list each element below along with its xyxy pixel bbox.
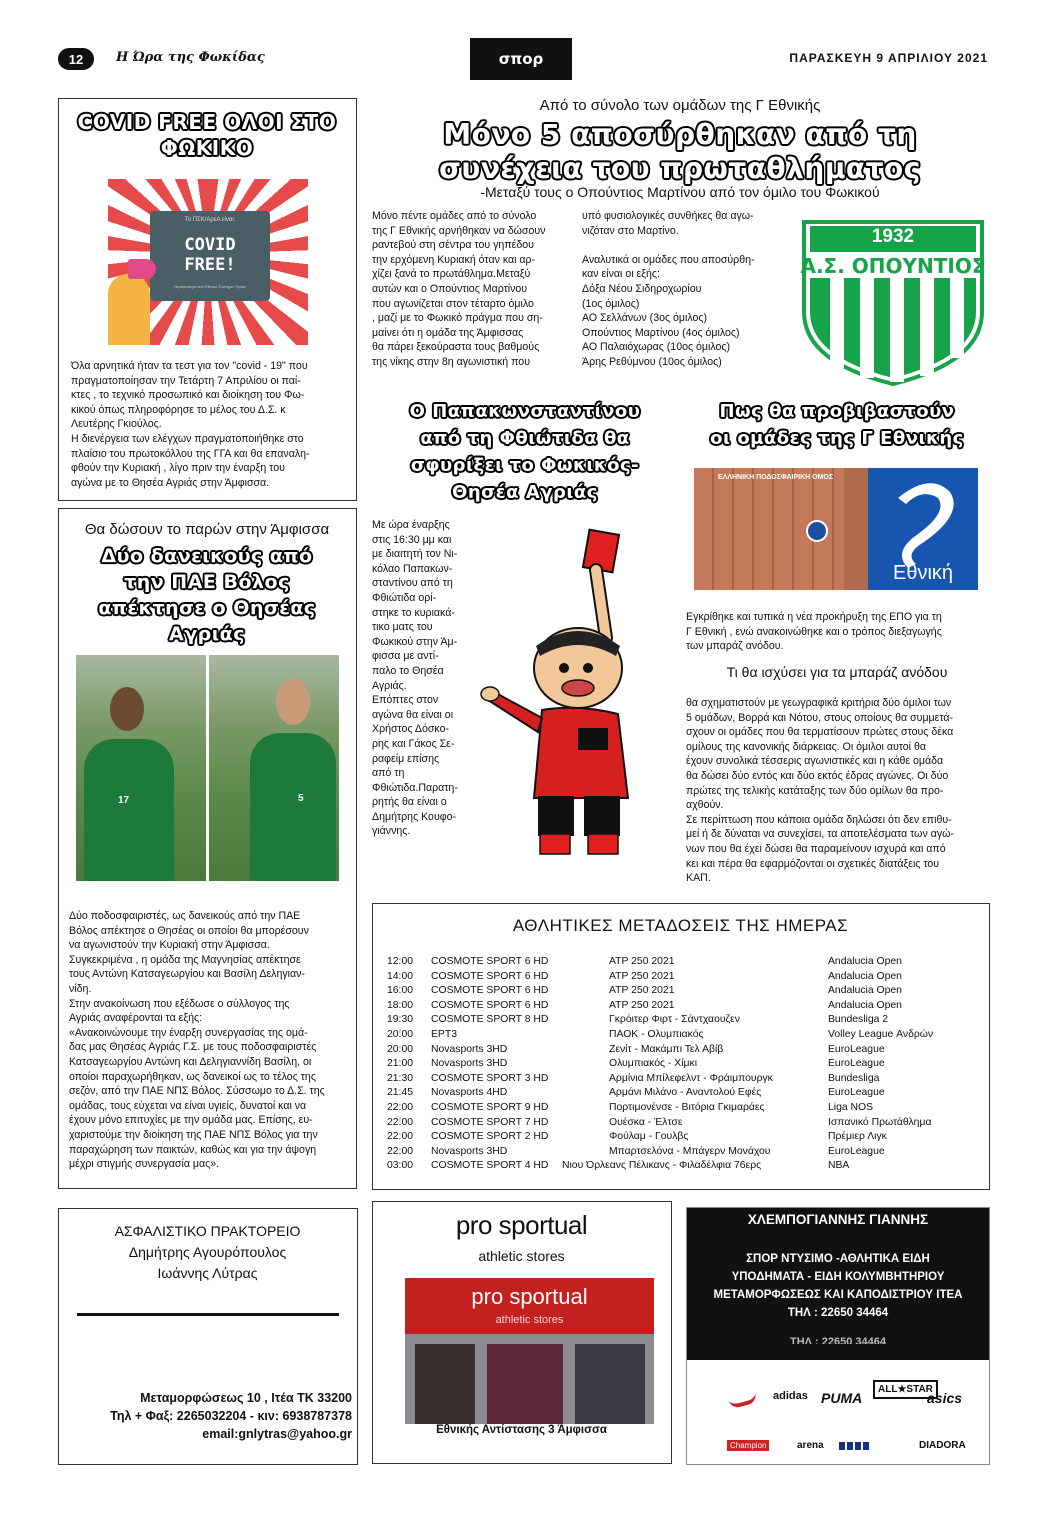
referee-title-line4: Θησέα Αγριάς [452,482,598,503]
row-event: Πορτιμονένσε - Βιτόρια Γκιμαράες [609,1102,765,1113]
row-time: 22:00 [387,1145,414,1157]
row-channel: COSMOTE SPORT 7 HD [431,1116,549,1128]
prosportual-address: Εθνικής Αντίστασης 3 Άμφισσα [436,1424,607,1436]
row-channel: ΕΡΤ3 [431,1029,457,1040]
row-time: 22:00 [387,1102,414,1113]
row-time: 18:00 [387,999,414,1011]
covid-body-line: Όλα αρνητικά ήταν τα τεστ για τον "covid - 19" που [71,360,308,372]
store-door [487,1344,563,1424]
loan-kicker: Θα δώσουν το παρών στην Άμφισσα [84,521,330,538]
loan-body-line: Βόλος απέκτησε ο Θησέας οι οποίοι θα μπορέσουν [69,924,309,937]
main-body-line: ραντεβού στη σέντρα του γηπέδου [372,239,534,252]
table-row [387,1014,977,1029]
promotion-body-line: πρώτες της τελικής κατάταξης των δύο ομίλων θα προ- [686,784,944,797]
row-channel: COSMOTE SPORT 6 HD [431,985,549,997]
epo-building-photo [694,468,978,590]
covid-body-line: κικού όπως πληροφόρησε το μέλος του Δ.Σ. κ [71,403,286,416]
row-channel: COSMOTE SPORT 4 HD [431,1160,549,1172]
store-line3: ΜΕΤΑΜΟΡΦΩΣΕΩΣ ΚΑΙ ΚΑΠΟΔΙΣΤΡΙΟΥ ΙΤΕΑ [713,1289,963,1301]
store-details [687,1250,989,1322]
promotion-body-line: αχθούν. [686,799,724,812]
row-event: ATP 250 2021 [609,999,675,1011]
table-row [387,1131,977,1146]
prosportual-tagline: athletic stores [478,1248,565,1264]
store-phone-ghost: ΤΗΛ : 22650 34464 [789,1336,886,1344]
loan-body-line: Αγριάς αναφέρονται τα εξής: [69,1012,203,1025]
ethniki-logo-panel [868,468,978,590]
loan-title [59,543,355,647]
row-time: 21:00 [387,1058,414,1070]
insurance-line1: ΑΣΦΑΛΙΣΤΙΚΟ ΠΡΑΚΤΟΡΕΙΟ [114,1223,301,1239]
row-channel: Novasports 3HD [431,1058,508,1070]
loan-body-line: Δύο ποδοσφαιριστές, ως δανεικούς από την ΠΑΕ [69,910,301,922]
referee-body-line: ρητής θα είναι ο [372,796,447,809]
nike-swoosh-icon [728,1393,758,1410]
store-name: ΧΛΕΜΠΟΓΙΑΝΝΗΣ ΓΙΑΝΝΗΣ [747,1212,929,1227]
tv-schedule-table [387,956,977,1178]
main-body-line: υπό φυσιολογικές συνθήκες θα αγω- [582,210,754,222]
row-time: 20:00 [387,1043,414,1055]
store-window-left [415,1344,475,1424]
loan-article [58,508,357,1189]
store-sign-tagline: athletic stores [495,1314,564,1326]
referee-body-line: ραφείμ επίσης [372,752,440,765]
row-competition: Andalucia Open [828,999,902,1011]
row-channel: COSMOTE SPORT 6 HD [431,999,549,1011]
row-competition: Andalucia Open [828,970,902,982]
covid-body-line: αγώνα με το Θησέα Αγριάς στην Άμφισσα. [71,476,270,489]
promotion-body-line: 5 ομάδων, Βορρά και Νότου, στους οποίους θα συμμετά- [686,711,954,724]
referee-body-line: σταντίνου από τη [372,577,453,590]
row-event: Φούλαμ - Γουλβς [609,1131,689,1143]
row-competition: Andalucia Open [828,956,902,967]
insurance-contact [69,1389,352,1443]
main-body-line: της νίκης στην 8η αγωνιστική που [372,355,530,368]
referee-body-line: Δημήτρης Κουφο- [372,810,457,823]
players-photo [76,655,339,881]
promotion-lead-line: Εγκρίθηκε και τυπικά η νέα προκήρυξη της ΕΠΟ για τη [686,611,942,623]
main-subtitle: -Μεταξύ τους ο Οπούντιος Μαρτίνου από τον όμιλο του Φωκικού [480,184,880,200]
illustrated-woman [108,274,150,345]
row-channel: COSMOTE SPORT 2 HD [431,1131,549,1143]
loan-body-line: Κατσαγεωργίου Αντώνη και Δεληγιαννίδη Βασίλη, οι [69,1055,312,1068]
referee-body-line: με διαιτητή τον Νι- [372,548,458,561]
covid-body-line: Η διενέργεια των ελέγχων πραγματοποιήθηκε στο [71,432,304,445]
covid-article [58,98,357,501]
referee-title [372,398,678,506]
main-body-line: την ερχόμενη Κυριακή όταν και αρ- [372,253,536,266]
row-event: ATP 250 2021 [609,985,675,997]
main-body-line: Άρης Ρεθύμνου (10ος όμιλος) [582,355,722,368]
main-body-line [582,238,782,253]
row-channel: Novasports 3HD [431,1043,508,1055]
row-competition: Ισπανικό Πρωτάθλημα [828,1116,932,1128]
referee-body-line: τικο ματς του [372,621,433,634]
opountios-club-logo [796,212,990,386]
row-competition: Volley League Ανδρών [828,1029,934,1040]
store-window-right [575,1344,645,1424]
row-channel: COSMOTE SPORT 9 HD [431,1102,549,1113]
row-channel: COSMOTE SPORT 8 HD [431,1014,549,1026]
insurance-email: email:gnlytras@yahoo.gr [202,1427,352,1441]
ad-sports-store [686,1207,990,1465]
main-body-line: Δόξα Νέου Σιδηροχωρίου [582,282,702,295]
row-channel: COSMOTE SPORT 6 HD [431,956,549,967]
promotion-body-line: μεί ή δε δύναται να συνεχίσει, τα αποτελέσματα των αγώ- [686,828,954,841]
referee-body-line: Χρήστος Δόσκο- [372,723,450,736]
row-competition: EuroLeague [828,1145,885,1157]
loan-title-line2: την ΠΑΕ Βόλος [124,571,290,593]
table-row [387,985,977,1000]
insurance-phone: Τηλ + Φαξ: 2265032204 - κιν: 6938787378 [110,1409,352,1423]
referee-title-line3: σφυρίξει το Φωκικός- [410,455,640,476]
main-body-line: καν είναι οι εξής: [582,268,660,281]
epo-emblem [806,520,828,542]
logo-club-name: Α.Σ. ΟΠΟΥΝΤΙΟΣ [800,254,986,278]
prosportual-brand: pro sportual [455,1210,588,1240]
main-body-line: , μαζί με το Φωκικό πράγμα που ση- [372,312,543,325]
referee-body-line: από τη [372,767,405,780]
poster-small-text: Το ΠΣΚ/ΑρεΑ είναι: [184,217,236,223]
covid-title-line2: ΦΩΚΙΚΟ [160,136,254,160]
insurance-heading [59,1221,356,1284]
row-event: Γκρόιτερ Φιρτ - Σάντχαουζεν [609,1014,740,1026]
promotion-body [686,696,988,886]
newspaper-name: Η Ώρα της Φωκίδας [116,50,265,65]
table-row [387,956,977,971]
loan-body-line: ομάδας, τους εύχεται να είναι υγιείς, δυνατοί και να [69,1099,307,1112]
row-event: ATP 250 2021 [609,970,675,982]
main-body-line: Αναλυτικά οι ομάδες που αποσύρθη- [582,253,755,266]
brand-converse: ALL★STAR [873,1380,938,1399]
promotion-body-line: σχουν οι ομάδες που θα τερματίσουν πρώτες στους δέκα [686,726,954,739]
covid-title [59,109,355,161]
row-competition: EuroLeague [828,1058,885,1070]
row-time: 12:00 [387,956,414,967]
row-event: Νιου Όρλεανς Πέλικανς - Φιλαδέλφια 76ερς [562,1160,762,1172]
loan-body-line: να αγωνιστούν την Κυριακή στην Άμφισσα. [69,939,270,952]
main-body-line: νιζόταν στο Μαρτίνο. [582,224,679,237]
photo-divider [206,655,209,881]
loan-body-line: οποίοι παραχωρήθηκαν, ως δανεικοί ως το τέλος της [69,1070,316,1083]
main-body-line: χίζει ξανά το πρωτάθλημα.Μεταξύ [372,268,531,281]
player-left-number: 17 [118,795,130,806]
brand-adidas: adidas [773,1390,808,1402]
poster-footer-text: Περισσότερα στο Εθνικό Σύστημα Υγείας [173,284,247,289]
referee-body-line: κόλαο Παπακων- [372,562,453,575]
row-competition: EuroLeague [828,1087,885,1099]
building-sign-text: ΕΛΛΗΝΙΚΗ ΠΟΔΟΣΦΑΙΡΙΚΗ ΟΜΟΣ [718,474,834,481]
player-right-head [276,679,310,725]
loan-body-line: σεζόν, από την ΠΑΕ ΝΠΣ Βόλος. Σύσσωμο το Δ.Σ. της [69,1085,325,1098]
main-body-line: ΑΟ Σελλάνων (3ος όμιλος) [582,312,708,325]
promotion-body-line: Σε περίπτωση που κάποια ομάδα δηλώσει ότι δεν επιθυ- [686,813,952,826]
row-time: 21:45 [387,1087,414,1099]
brand-diadora: DIADORA [919,1440,966,1451]
row-competition: Andalucia Open [828,985,902,997]
main-body-line: (1ος όμιλος) [582,297,640,310]
store-line1: ΣΠΟΡ ΝΤΥΣΙΜΟ -ΑΘΛΗΤΙΚΑ ΕΙΔΗ [746,1253,930,1265]
promotion-title-line2: οι ομάδες της Γ Εθνικής [710,428,964,449]
ad-insurance [58,1208,358,1465]
main-body-line: που αγωνίζεται στον τέταρτο όμιλο [372,297,534,310]
row-event: Αρμίνια Μπίλεφελντ - Φράιμπουργκ [609,1072,773,1084]
brand-logos-strip [687,1360,989,1464]
row-time: 03:00 [387,1160,414,1172]
referee-body-line: παλο το Θησέα [372,664,444,677]
covid-body [71,359,345,490]
covid-body-line: Λευτέρης Γκιούλος. [71,418,162,431]
tv-schedule [372,903,990,1190]
referee-title-line2: από τη Φθιώτιδα θα [420,428,630,449]
ad-prosportual [372,1201,672,1464]
table-row [387,1117,977,1132]
covid-body-line: πλαίσιο του πρωτοκόλλου της ΓΓΑ και θα επαναλη- [71,447,310,460]
store-line2: ΥΠΟΔΗΜΑΤΑ - ΕΙΔΗ ΚΟΛΥΜΒΗΤΗΡΙΟΥ [731,1271,945,1283]
brand-arena: arena [797,1440,824,1451]
row-channel: Novasports 4HD [431,1087,508,1099]
main-body-col2 [582,209,782,370]
brand-puma: PUMA [821,1390,863,1406]
referee-body-line: φισσα με αντί- [372,650,439,663]
main-title-line2: συνέχεια του πρωταθλήματος [439,152,921,185]
referee-body-line: Φθιώτιδα ορί- [372,591,437,604]
referee-cartoon [478,528,678,858]
covid-body-line: φθούν την Κυριακή , λίγο πριν την έναρξη του [71,462,285,475]
loan-body-line: μέχρι στιγμής συνεργασία μας». [69,1158,220,1171]
row-channel: COSMOTE SPORT 6 HD [431,970,549,982]
insurance-line3: Ιωάννης Λύτρας [157,1265,258,1281]
loan-body [69,909,345,1172]
table-row [387,1000,977,1015]
row-time: 22:00 [387,1131,414,1143]
referee-body-line: Με ώρα έναρξης [372,519,450,531]
main-body-col1 [372,209,568,370]
promotion-title-line1: Πως θα προβιβαστούν [719,401,955,422]
row-time: 21:30 [387,1072,414,1084]
promotion-lead-line: Γ Εθνική , ενώ ανακοινώθηκε και ο τρόπος διεξαγωγής [686,625,942,638]
loan-title-line1: Δύο δανεικούς από [101,545,313,567]
main-body-line: Οπούντιος Μαρτίνου (4ος όμιλος) [582,326,740,339]
covid-free-poster [108,179,308,345]
row-competition: Πρέμιερ Λιγκ [828,1131,887,1143]
row-time: 19:30 [387,1014,414,1026]
row-time: 16:00 [387,985,414,997]
loan-body-line: έχουν μόνο επιτυχίες με την ομάδα μας. Επίσης, ευ- [69,1114,313,1127]
main-title-line1: Μόνο 5 αποσύρθηκαν από τη [443,118,917,151]
loan-body-line: τους Αντώνη Κατσαγεωργίου και Βασίλη Δεληγιαν- [69,968,305,981]
player-left-jersey [84,739,174,881]
player-left-head [110,687,144,731]
row-competition: NBA [828,1160,850,1172]
loan-body-line: νίδη. [69,982,92,995]
main-body-line: Μόνο πέντε ομάδες από το σύνολο [372,210,537,222]
referee-body-line: γιάννης. [372,825,411,838]
main-kicker: Από το σύνολο των ομάδων της Γ Εθνικής [539,97,821,114]
table-row [387,1146,977,1161]
brand-asics: asics [927,1390,963,1406]
table-row [387,1044,977,1059]
row-competition: Bundesliga 2 [828,1014,889,1026]
covid-title-line1: COVID FREE ΟΛΟΙ ΣΤΟ [77,110,337,134]
storefront-photo [405,1278,654,1424]
insurance-line2: Δημήτρης Αγουρόπουλος [128,1244,287,1260]
store-sign-brand: pro sportual [471,1284,588,1309]
row-time: 22:00 [387,1116,414,1128]
promotion-body-line: ομίλους της κανονικής διάρκειας. Οι όμιλοι αυτοί θα [686,740,926,753]
table-row [387,1087,977,1102]
insurance-address: Μεταμορφώσεως 10 , Ιτέα ΤΚ 33200 [140,1391,352,1405]
promotion-body-line: κει και πέρα θα εφαρμόζονται οι σχετικές διατάξεις του [686,857,940,870]
row-competition: EuroLeague [828,1043,885,1055]
loan-title-line3: απέκτησε ο Θησέας [98,597,316,619]
referee-body-line: Επόπτες στον [372,694,439,707]
tv-schedule-title: ΑΘΛΗΤΙΚΕΣ ΜΕΤΑΔΟΣΕΙΣ ΤΗΣ ΗΜΕΡΑΣ [512,916,849,935]
player-right-jersey [250,733,336,881]
table-row [387,1102,977,1117]
row-event: ΠΑΟΚ - Ολυμπιακός [609,1029,704,1040]
referee-body-line: Φωκικού στην Άμ- [372,635,458,648]
brand-champion: Champion [727,1440,769,1451]
ethniki-logo-text: Εθνική [892,562,954,584]
main-body-line: της Γ Εθνικής αρνήθηκαν να δώσουν [372,224,546,237]
row-competition: Liga NOS [828,1102,874,1113]
page-number: 12 [58,48,94,70]
referee-title-line1: Ο Παπακωνσταντίνου [409,401,641,422]
promotion-lead [686,610,988,654]
promotion-body-line: θα δώσει δύο εντός και δύο εκτός έδρας αγώνες. Οι δύο [686,769,949,782]
main-body-line: θα πάρει ξεκούραστα τους βαθμούς [372,341,540,354]
divider [77,1313,339,1316]
row-channel: Novasports 3HD [431,1145,508,1157]
logo-year: 1932 [871,226,915,247]
issue-date: ΠΑΡΑΣΚΕΥΗ 9 ΑΠΡΙΛΙΟΥ 2021 [789,51,988,65]
row-event: Ζενίτ - Μακάμπι Τελ Αβίβ [609,1043,724,1055]
row-event: Μπαρτσελόνα - Μπάγερν Μονάχου [609,1145,771,1157]
store-phone: ΤΗΛ : 22650 34464 [787,1307,889,1319]
table-row [387,1160,977,1175]
main-body-line: αυτών και ο Οπούντιος Μαρτίνου [372,282,528,295]
loan-body-line: «Ανακοινώνουμε την έναρξη συνεργασίας της ομά- [69,1026,308,1039]
player-right-number: 5 [298,793,304,804]
main-body-line: ΑΟ Παλαιόχωρας (10ος όμιλος) [582,341,731,354]
megaphone-icon [128,259,156,279]
table-row [387,1058,977,1073]
table-row [387,971,977,986]
row-channel: COSMOTE SPORT 3 HD [431,1072,549,1084]
main-title [370,118,990,186]
referee-body-line: στηκε το κυριακά- [372,606,455,619]
promotion-lead-line: των μπαράζ ανόδου. [686,640,784,653]
row-time: 14:00 [387,970,414,982]
referee-body-line: αγώνα θα είναι οι [372,708,454,721]
referee-body-line: ρης και Γάκος Σε- [372,737,455,750]
loan-body-line: Συγκεκριμένα , η ομάδα της Μαγνησίας απέκτησε [69,953,301,966]
row-event: Ολυμπιακός - Χίμκι [609,1058,698,1070]
loan-title-line4: Αγριάς [169,623,245,645]
promotion-body-line: έχουν συνολικά τέσσερις αγωνιστικές και η κάθε ομάδα [686,755,944,768]
row-competition: Bundesliga [828,1072,880,1084]
table-row [387,1073,977,1088]
row-event: Ουέσκα - Έλτσε [609,1116,683,1128]
referee-body-line: στις 16:30 μμ και [372,533,452,546]
main-body-line: μαίνει ότι η ομάδα της Άμφισσας [372,326,524,339]
brand-misc-icon [839,1442,869,1450]
referee-body-line: Φθιώτιδα.Παρατη- [372,781,458,794]
promotion-body-line: ΚΑΠ. [686,872,711,885]
covid-body-line: πραγματοποίησαν την Τετάρτη 7 Απριλίου οι παί- [71,374,301,387]
loan-body-line: παραχώρηση των παικτών, καθώς και για την άψογη [69,1143,317,1156]
referee-body-line: Αγριάς. [372,679,407,692]
table-row [387,1029,977,1044]
covid-body-line: κτες , το τεχνικό προσωπικό και διοίκηση του Φω- [71,389,305,402]
poster-headline: COVID FREE! [184,235,236,275]
row-event: Αρμάνι Μιλάνο - Αναντολού Εφές [609,1087,762,1099]
referee-body [372,518,470,839]
row-time: 20:00 [387,1029,414,1040]
promotion-body-line: θα σχηματιστούν με γεωγραφικά κριτήρια δύο όμιλοι των [686,697,952,709]
promotion-subhead: Τι θα ισχύσει για τα μπαράζ ανόδου [726,664,948,680]
promotion-body-line: νων που θα έχει δώσει θα παραμείνουν ισχυρά και από [686,842,946,855]
section-tab: σπορ [470,38,572,80]
row-event: ATP 250 2021 [609,956,675,967]
loan-body-line: Στην ανακοίνωση που εξέδωσε ο σύλλογος της [69,997,290,1010]
loan-body-line: δας μας Θησέας Αγριάς Γ.Σ. με τους ποδοσφαιριστές [69,1041,317,1054]
promotion-title [684,398,990,452]
loan-body-line: χαριστούμε την διοίκηση της ΠΑΕ ΝΠΣ Βόλος για την [69,1128,318,1141]
